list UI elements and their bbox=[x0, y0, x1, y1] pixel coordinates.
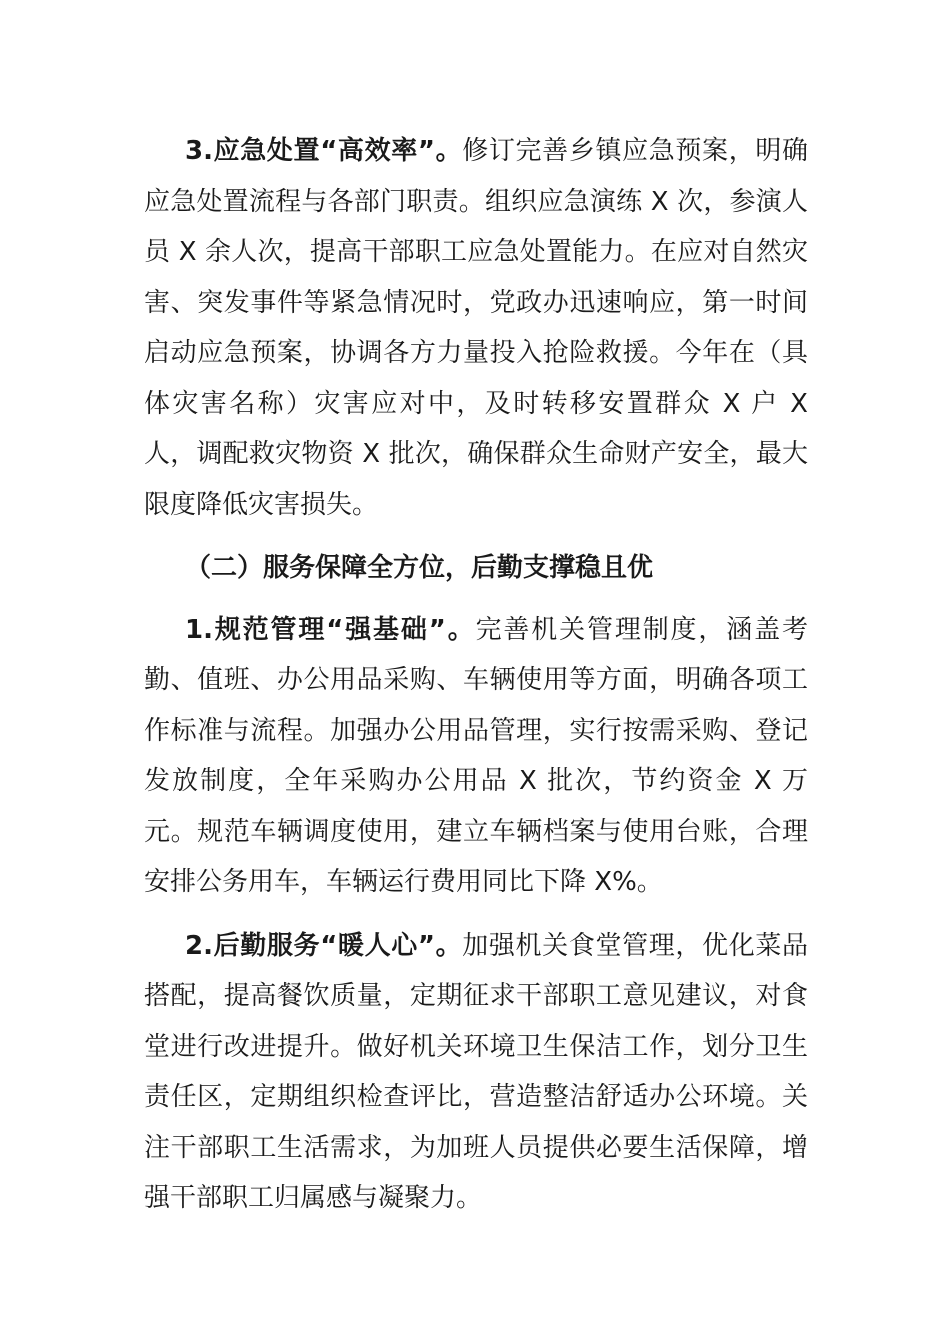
paragraph-text: 加强机关食堂管理，优化菜品搭配，提高餐饮质量，定期征求干部职工意见建议，对食堂进行改进提升。做好机关环境卫生保洁工作，划分卫生责任区，定期组织检查评比，营造整洁舒适办公环境。关注干部职工生活需求，为加班人员提供必要生活保障，增强干部职工归属感与凝聚力。 bbox=[144, 930, 808, 1213]
paragraph-lead: 3.应急处置“高效率”。 bbox=[185, 136, 463, 166]
paragraph-lead: 1.规范管理“强基础”。 bbox=[185, 614, 476, 645]
paragraph-standard-management bbox=[144, 605, 808, 908]
document-body bbox=[144, 126, 808, 1237]
paragraph-logistics-service bbox=[144, 921, 808, 1224]
paragraph-lead: 2.后勤服务“暖人心”。 bbox=[185, 930, 463, 961]
paragraph-text: 完善机关管理制度，涵盖考勤、值班、办公用品采购、车辆使用等方面，明确各项工作标准与流程。加强办公用品管理，实行按需采购、登记发放制度，全年采购办公用品 X 批次，节约资金 X 万元。规范车辆调度使用，建立车辆档案与使用台账，合理安排公务用车，车辆运行费用同比下降 X%。 bbox=[144, 614, 808, 897]
section-heading-service-guarantee: （二）服务保障全方位，后勤支撑稳且优 bbox=[185, 553, 654, 583]
paragraph-text: 修订完善乡镇应急预案，明确应急处置流程与各部门职责。组织应急演练 X 次，参演人员 X 余人次，提高干部职工应急处置能力。在应对自然灾害、突发事件等紧急情况时，党政办迅速响应，第一时间启动应急预案，协调各方力量投入抢险救援。今年在（具体灾害名称）灾害应对中，及时转移安置群众 X 户 X 人，调配救灾物资 X 批次，确保群众生命财产安全，最大限度降低灾害损失。 bbox=[144, 136, 808, 520]
paragraph-emergency-response bbox=[144, 126, 808, 530]
